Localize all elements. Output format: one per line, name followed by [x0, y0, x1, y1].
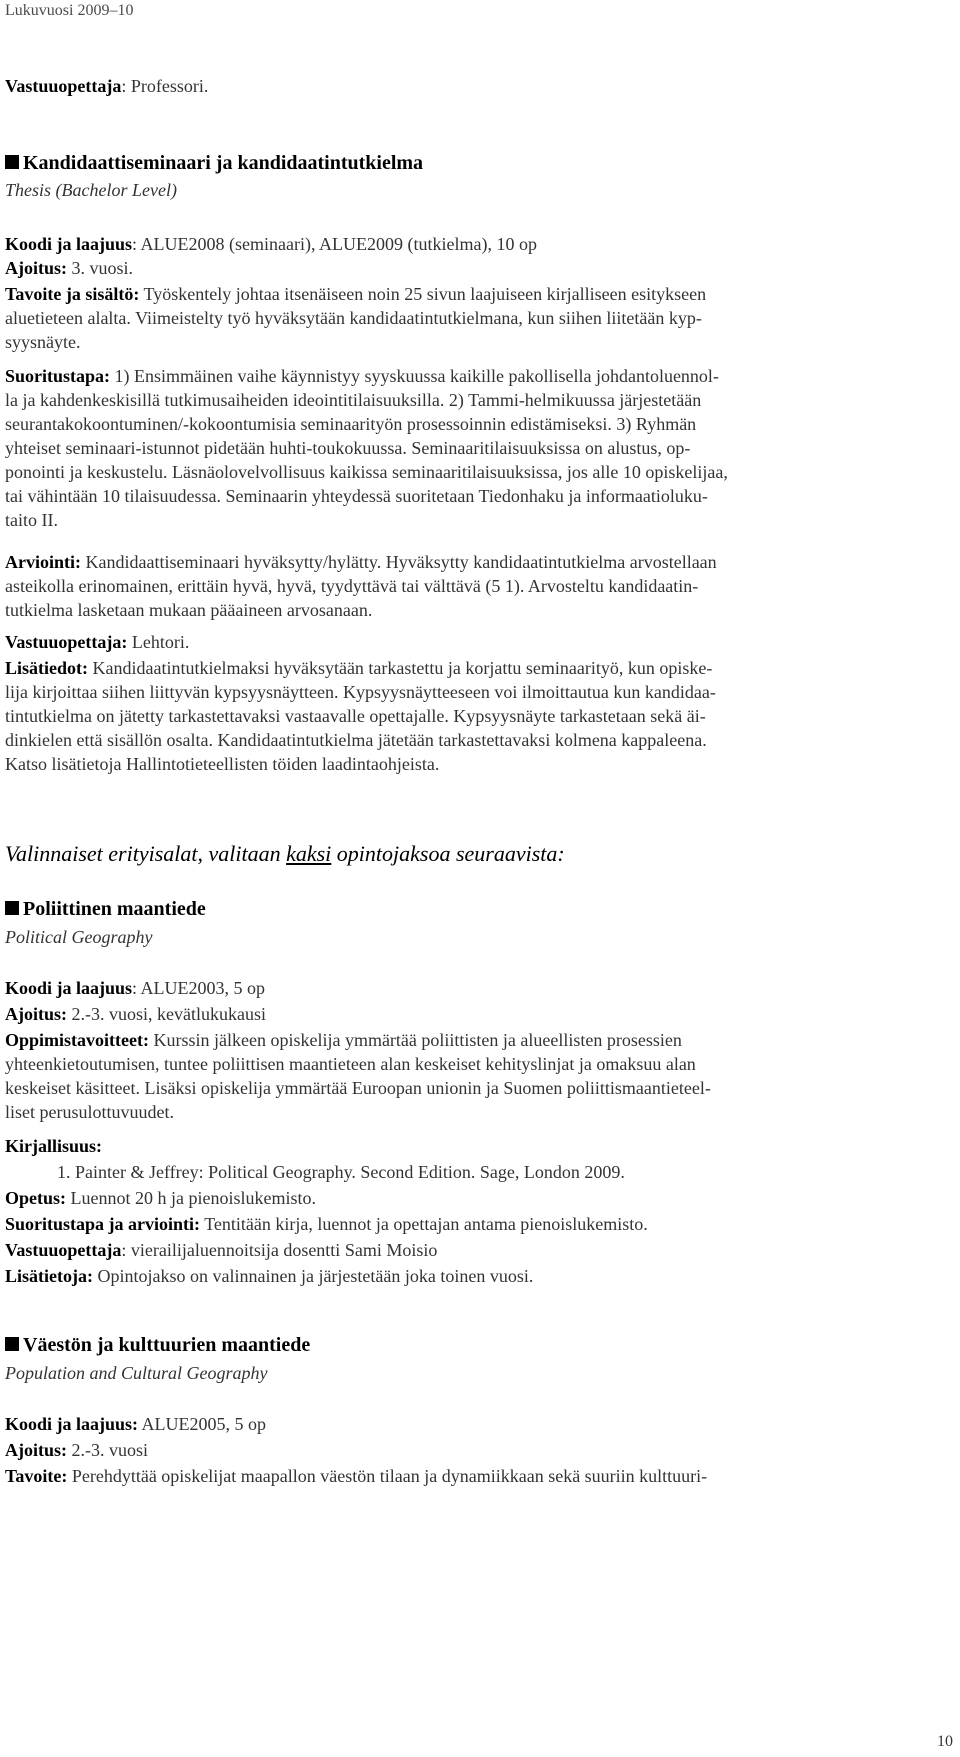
course1-teacher	[5, 630, 955, 654]
text-line: syysnäyte.	[5, 332, 81, 352]
label: Tavoite:	[5, 1466, 68, 1486]
course-kandidaattiseminaari-title	[5, 150, 955, 176]
course1-info	[5, 656, 955, 776]
course-title-text: Väestön ja kulttuurien maantiede	[23, 1334, 311, 1356]
value: : ALUE2008 (seminaari), ALUE2009 (tutkielma), 10 op	[132, 234, 537, 254]
label: Koodi ja laajuus	[5, 978, 133, 998]
label: Vastuuopettaja:	[5, 632, 128, 652]
top-teacher	[5, 74, 955, 98]
text-line: dinkielen että sisällön osalta. Kandidaatintutkielma jätetään tarkastettavaksi kolmena kappaleena.	[5, 730, 707, 750]
bullet-square-icon	[5, 901, 19, 915]
course2-literature-label	[5, 1134, 955, 1158]
text-line: Katso lisätietoja Hallintotieteellisten töiden laadintaohjeista.	[5, 754, 440, 774]
label: Arviointi:	[5, 552, 81, 572]
text-line: seurantakokoontuminen/-kokoontumisia seminaarityön prosessoinnin edistämiseksi. 3) Ryhmän	[5, 414, 697, 434]
text-line: aluetieteen alalta. Viimeistelty työ hyväksytään kandidaatintutkielmana, kun siihen liitetään kyp-	[5, 308, 702, 328]
course2-teacher	[5, 1238, 955, 1262]
course2-method	[5, 1212, 955, 1236]
course2-info	[5, 1264, 955, 1288]
heading-text: Valinnaiset erityisalat, valitaan	[5, 841, 287, 866]
text-line: tintutkielma on jätetty tarkastettavaksi vastaavalle opettajalle. Kypsyysnäyte tarkastetaan sekä äi-	[5, 706, 706, 726]
text-line: liset perusulottuvuudet.	[5, 1102, 174, 1122]
text-line: yhteenkietoutumisen, tuntee poliittisen maantieteen alan keskeiset kehityslinjat ja omaksuu alan	[5, 1054, 696, 1074]
course2-timing	[5, 1002, 955, 1026]
section-heading	[5, 842, 565, 866]
label: Suoritustapa ja arviointi:	[5, 1214, 201, 1234]
course-english-title: Political Geography	[5, 927, 153, 947]
course-english-title: Population and Cultural Geography	[5, 1363, 268, 1383]
page-number: 10	[937, 1733, 953, 1750]
bullet-square-icon	[5, 155, 19, 169]
course2-teaching	[5, 1186, 955, 1210]
label: Opetus:	[5, 1188, 67, 1208]
label: Vastuuopettaja	[5, 1240, 122, 1260]
course3-goal	[5, 1464, 955, 1488]
text-line: Kurssin jälkeen opiskelija ymmärtää poliittisten ja alueellisten prosessien	[148, 1030, 682, 1050]
label: Ajoitus:	[5, 258, 67, 278]
bullet-square-icon	[5, 1337, 19, 1351]
value: Lehtori.	[127, 632, 190, 652]
label: Koodi ja laajuus:	[5, 1414, 139, 1434]
label: Koodi ja laajuus	[5, 234, 133, 254]
heading-text: opintojaksoa seuraavista:	[331, 841, 565, 866]
label: Lisätietoja:	[5, 1266, 93, 1286]
value: Luennot 20 h ja pienoislukemisto.	[66, 1188, 316, 1208]
heading-emphasis: kaksi	[286, 841, 332, 866]
value: 2.-3. vuosi, kevätlukukausi	[67, 1004, 266, 1024]
course1-timing	[5, 256, 955, 280]
label: Ajoitus:	[5, 1440, 67, 1460]
value: Tentitään kirja, luennot ja opettajan antama pienoislukemisto.	[200, 1214, 648, 1234]
label: Ajoitus:	[5, 1004, 67, 1024]
text-line: yhteiset seminaari-istunnot pidetään huhti-toukokuussa. Seminaaritilaisuuksissa on alustus, op-	[5, 438, 691, 458]
course2-code	[5, 976, 955, 1000]
course1-goal	[5, 282, 955, 354]
text-line: tutkielma lasketaan mukaan pääaineen arvosanaan.	[5, 600, 373, 620]
course-english-title: Thesis (Bachelor Level)	[5, 180, 177, 200]
text-line: Kandidaatintutkielmaksi hyväksytään tarkastettu ja korjattu seminaarityö, kun opiske-	[88, 658, 713, 678]
course2-goals	[5, 1028, 955, 1124]
course-title-text: Kandidaattiseminaari ja kandidaatintutkielma	[23, 152, 424, 174]
text-line: la ja kahdenkeskisillä tutkimusaiheiden ideointitilaisuuksilla. 2) Tammi-helmikuussa järjestetään	[5, 390, 702, 410]
label: Tavoite ja sisältö:	[5, 284, 140, 304]
running-head: Lukuvuosi 2009–10	[5, 2, 134, 19]
course3-code	[5, 1412, 955, 1436]
course-poliittinen-maantiede-title	[5, 896, 955, 922]
value: Perehdyttää opiskelijat maapallon väestön tilaan ja dynamiikkaan sekä suuriin kulttuuri-	[67, 1466, 708, 1486]
course-vaeston-ja-kulttuurien-maantiede-title	[5, 1332, 955, 1358]
course1-evaluation	[5, 550, 955, 622]
text-line: ponointi ja keskustelu. Läsnäolovelvollisuus kaikissa seminaaritilaisuuksissa, jos alle 10 opiskelijaa,	[5, 462, 728, 482]
text-line: asteikolla erinomainen, erittäin hyvä, hyvä, tyydyttävä tai välttävä (5 1). Arvosteltu kandidaatin-	[5, 576, 699, 596]
value: : Professori.	[121, 76, 209, 96]
literature-item: 1. Painter & Jeffrey: Political Geography. Second Edition. Sage, London 2009.	[57, 1162, 625, 1182]
course1-method	[5, 364, 955, 532]
label: Suoritustapa:	[5, 366, 111, 386]
value: 3. vuosi.	[67, 258, 134, 278]
label: Kirjallisuus:	[5, 1136, 103, 1156]
text-line: Kandidaattiseminaari hyväksytty/hylätty. Hyväksytty kandidaatintutkielma arvostellaan	[81, 552, 717, 572]
label: Vastuuopettaja	[5, 76, 122, 96]
text-line: lija kirjoittaa siihen liittyvän kypsyysnäytteen. Kypsyysnäytteeseen voi ilmoittautua kun kandidaa-	[5, 682, 716, 702]
course-title-text: Poliittinen maantiede	[23, 898, 206, 920]
text-line: taito II.	[5, 510, 58, 530]
text-line: tai vähintään 10 tilaisuudessa. Seminaarin yhteydessä suoritetaan Tiedonhaku ja informaatioluku-	[5, 486, 708, 506]
value: Opintojakso on valinnainen ja järjestetään joka toinen vuosi.	[92, 1266, 534, 1286]
text-line: 1) Ensimmäinen vaihe käynnistyy syyskuussa kaikille pakollisella johdantoluennol-	[110, 366, 719, 386]
course1-code	[5, 232, 955, 256]
course3-timing	[5, 1438, 955, 1462]
text-line: Työskentely johtaa itsenäiseen noin 25 sivun laajuiseen kirjalliseen esitykseen	[139, 284, 707, 304]
value: 2.-3. vuosi	[67, 1440, 148, 1460]
value: ALUE2005, 5 op	[138, 1414, 267, 1434]
value: : vierailijaluennoitsija dosentti Sami Moisio	[121, 1240, 438, 1260]
text-line: keskeiset käsitteet. Lisäksi opiskelija ymmärtää Euroopan unionin ja Suomen poliittismaantieteel-	[5, 1078, 711, 1098]
label: Oppimistavoitteet:	[5, 1030, 149, 1050]
value: : ALUE2003, 5 op	[132, 978, 266, 998]
label: Lisätiedot:	[5, 658, 88, 678]
